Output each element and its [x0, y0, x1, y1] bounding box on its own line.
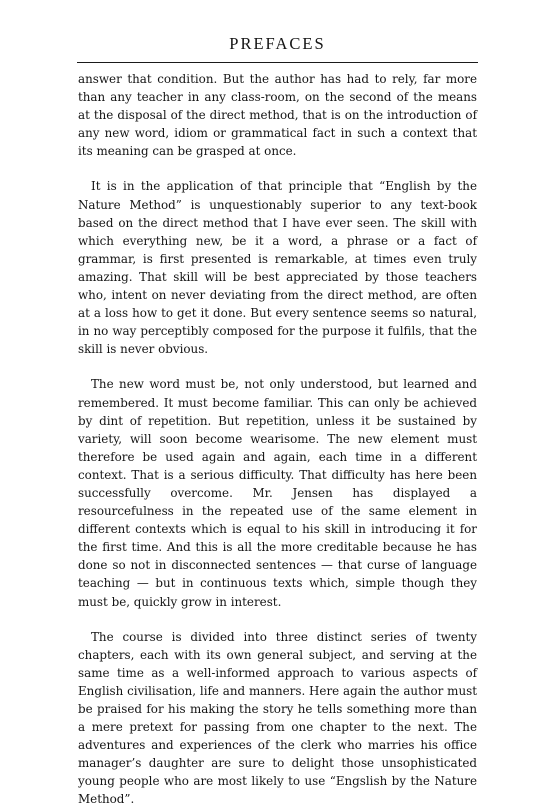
paragraph-continued: answer that condition. But the author has had to rely, far more than any teacher in any class-room, on the second of the means at the disposal of the direct method, that is on the introduction of any new word, idiom or grammatical fact in such a context that its meaning can be grasped at once. — [78, 72, 477, 159]
body-text — [78, 70, 477, 809]
paragraph-2: It is in the application of that principle that “English by the Nature Method” is unquestionably superior to any text-book based on the direct method that I have ever seen. The skill with which everything new, be it a word, a phrase or a fact of grammar, is first presented is remarkable, at times even truly amazing. That skill will be best appreciated by those teachers who, intent on never deviating from the direct method, are often at a loss how to get it done. But every sentence seems so natural, in no way perceptibly composed for the purpose it fulfils, that the skill is never obvious. — [78, 179, 477, 357]
running-head-title: PREFACES — [229, 34, 326, 53]
header-rule — [77, 62, 478, 63]
paragraph-4: The course is divided into three distinct series of twenty chapters, each with its own general subject, and serving at the same time as a well-informed approach to various aspects of English civilisation, life and manners. Here again the author must be praised for his making the story he tells something more than a mere pretext for passing from one chapter to the next. The adventures and experiences of the clerk who marries his office manager’s daughter are sure to delight those unsophisticated young people who are most likely to use “Engslish by the Nature Method”. — [78, 629, 477, 807]
paragraph-3: The new word must be, not only understood, but learned and remembered. It must become familiar. This can only be achieved by dint of repetition. But repetition, unless it be sustained by variety, will soon become wearisome. The new element must therefore be used again and again, each time in a different context. That is a serious difficulty. That difficulty has here been successfully overcome. Mr. Jensen has displayed a resourcefulness in the repeated use of the same element in different contexts which is equal to his skill in introducing it for the first time. And this is all the more creditable because he has done so not in disconnected sentences — that curse of language teaching — but in continuous texts which, simple though they must be, quickly grow in interest. — [78, 377, 477, 609]
